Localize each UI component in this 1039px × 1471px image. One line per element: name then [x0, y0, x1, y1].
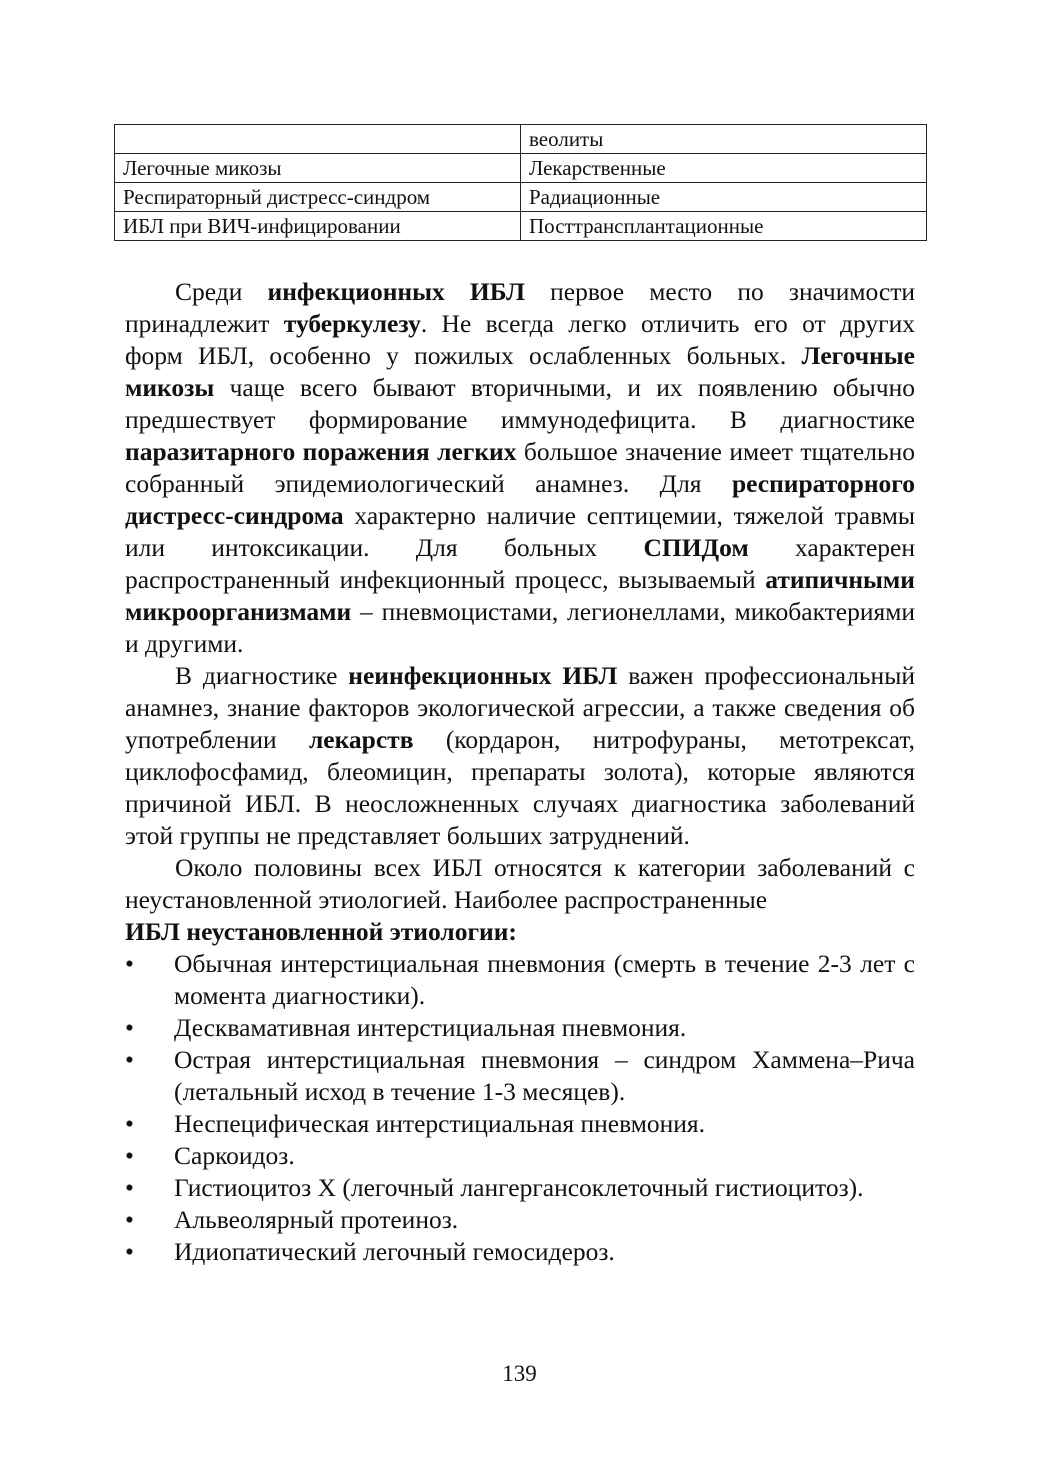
page-number: 139	[502, 1361, 537, 1386]
table-cell: Респираторный дистресс-синдром	[115, 183, 521, 212]
list-item	[125, 1140, 915, 1172]
text-run: Среди	[175, 277, 268, 306]
bold-term: атипичными микроорганизмами	[125, 565, 915, 626]
table-cell: Посттрансплантационные	[521, 212, 927, 241]
unknown-etiology-list	[125, 948, 915, 1268]
table-cell: ИБЛ при ВИЧ-инфицировании	[115, 212, 521, 241]
bold-term: ИБЛ неустановленной этиологии:	[125, 917, 517, 946]
body-text	[125, 276, 915, 1268]
table-cell	[115, 125, 521, 154]
table-row	[115, 212, 927, 241]
text-run: характерен распространенный инфекционный процесс, вызываемый	[125, 533, 916, 594]
bold-term: Легочные микозы	[125, 341, 915, 402]
bold-term: лекарств	[309, 725, 414, 754]
table-cell: Легочные микозы	[115, 154, 521, 183]
list-item	[125, 1172, 915, 1204]
list-item	[125, 1108, 915, 1140]
list-item	[125, 1044, 915, 1108]
bold-term: паразитарного поражения легких	[125, 437, 517, 466]
bullet-icon: •	[125, 1205, 134, 1234]
text-run: В диагностике	[175, 661, 349, 690]
list-item-text: Альвеолярный протеиноз.	[174, 1205, 459, 1234]
list-item	[125, 1236, 915, 1268]
text-run: – пневмоцистами, легионеллами, микобактериями и другими.	[125, 597, 915, 658]
bold-term: СПИДом	[643, 533, 749, 562]
table-row	[115, 125, 927, 154]
list-item-text: Идиопатический легочный гемосидероз.	[174, 1237, 615, 1266]
bullet-icon: •	[125, 1045, 134, 1074]
paragraph-unknown-etiology	[125, 852, 915, 916]
bullet-icon: •	[125, 1013, 134, 1042]
bullet-icon: •	[125, 1237, 134, 1266]
list-heading	[125, 916, 915, 948]
text-run: Около половины всех ИБЛ относятся к категории заболеваний с неустановленной этиологией. Наиболее распространенные	[125, 853, 915, 914]
table-row	[115, 154, 927, 183]
text-run: важен профессиональный анамнез, знание факторов экологической агрессии, а также сведения об употреблении	[125, 661, 915, 754]
list-item-text: Неспецифическая интерстициальная пневмония.	[174, 1109, 706, 1138]
paragraph-noninfectious	[125, 660, 915, 852]
list-item-text: Острая интерстициальная пневмония – синдром Хаммена–Рича (летальный исход в течение 1-3 месяцев).	[174, 1045, 915, 1106]
text-run: чаще всего бывают вторичными, и их появлению обычно предшествует формирование иммунодефицита. В диагностике	[125, 373, 915, 434]
list-item	[125, 948, 915, 1012]
paragraph-infectious	[125, 276, 915, 660]
text-run: характерно наличие септицемии, тяжелой травмы или интоксикации. Для больных	[125, 501, 915, 562]
table-cell: Лекарственные	[521, 154, 927, 183]
bold-term: туберкулезу	[283, 309, 421, 338]
text-run: (кордарон, нитрофураны, метотрексат, циклофосфамид, блеомицин, препараты золота), которые являются причиной ИБЛ. В неосложненных случаях диагностика заболеваний этой группы не представляет больших затруднений.	[125, 725, 916, 850]
table-cell: веолиты	[521, 125, 927, 154]
bold-term: респираторного дистресс-синдрома	[125, 469, 915, 530]
text-run: большое значение имеет тщательно собранный эпидемиологический анамнез. Для	[125, 437, 915, 498]
text-run: . Не всегда легко отличить его от других форм ИБЛ, особенно у пожилых ослабленных больных.	[125, 309, 915, 370]
table-row	[115, 183, 927, 212]
list-item	[125, 1204, 915, 1236]
text-run: первое место по значимости принадлежит	[125, 277, 915, 338]
classification-table-continuation	[114, 124, 927, 241]
list-item-text: Обычная интерстициальная пневмония (смерть в течение 2-3 лет с момента диагностики).	[174, 949, 915, 1010]
bullet-icon: •	[125, 1173, 134, 1202]
bullet-icon: •	[125, 1141, 134, 1170]
list-item-text: Саркоидоз.	[174, 1141, 295, 1170]
list-item-text: Гистиоцитоз Х (легочный лангергансоклеточный гистиоцитоз).	[174, 1173, 864, 1202]
bold-term: неинфекционных ИБЛ	[348, 661, 618, 690]
list-item-text: Десквамативная интерстициальная пневмония.	[174, 1013, 687, 1042]
list-item	[125, 1012, 915, 1044]
bullet-icon: •	[125, 949, 134, 978]
bullet-icon: •	[125, 1109, 134, 1138]
bold-term: инфекционных ИБЛ	[267, 277, 525, 306]
table-cell: Радиационные	[521, 183, 927, 212]
